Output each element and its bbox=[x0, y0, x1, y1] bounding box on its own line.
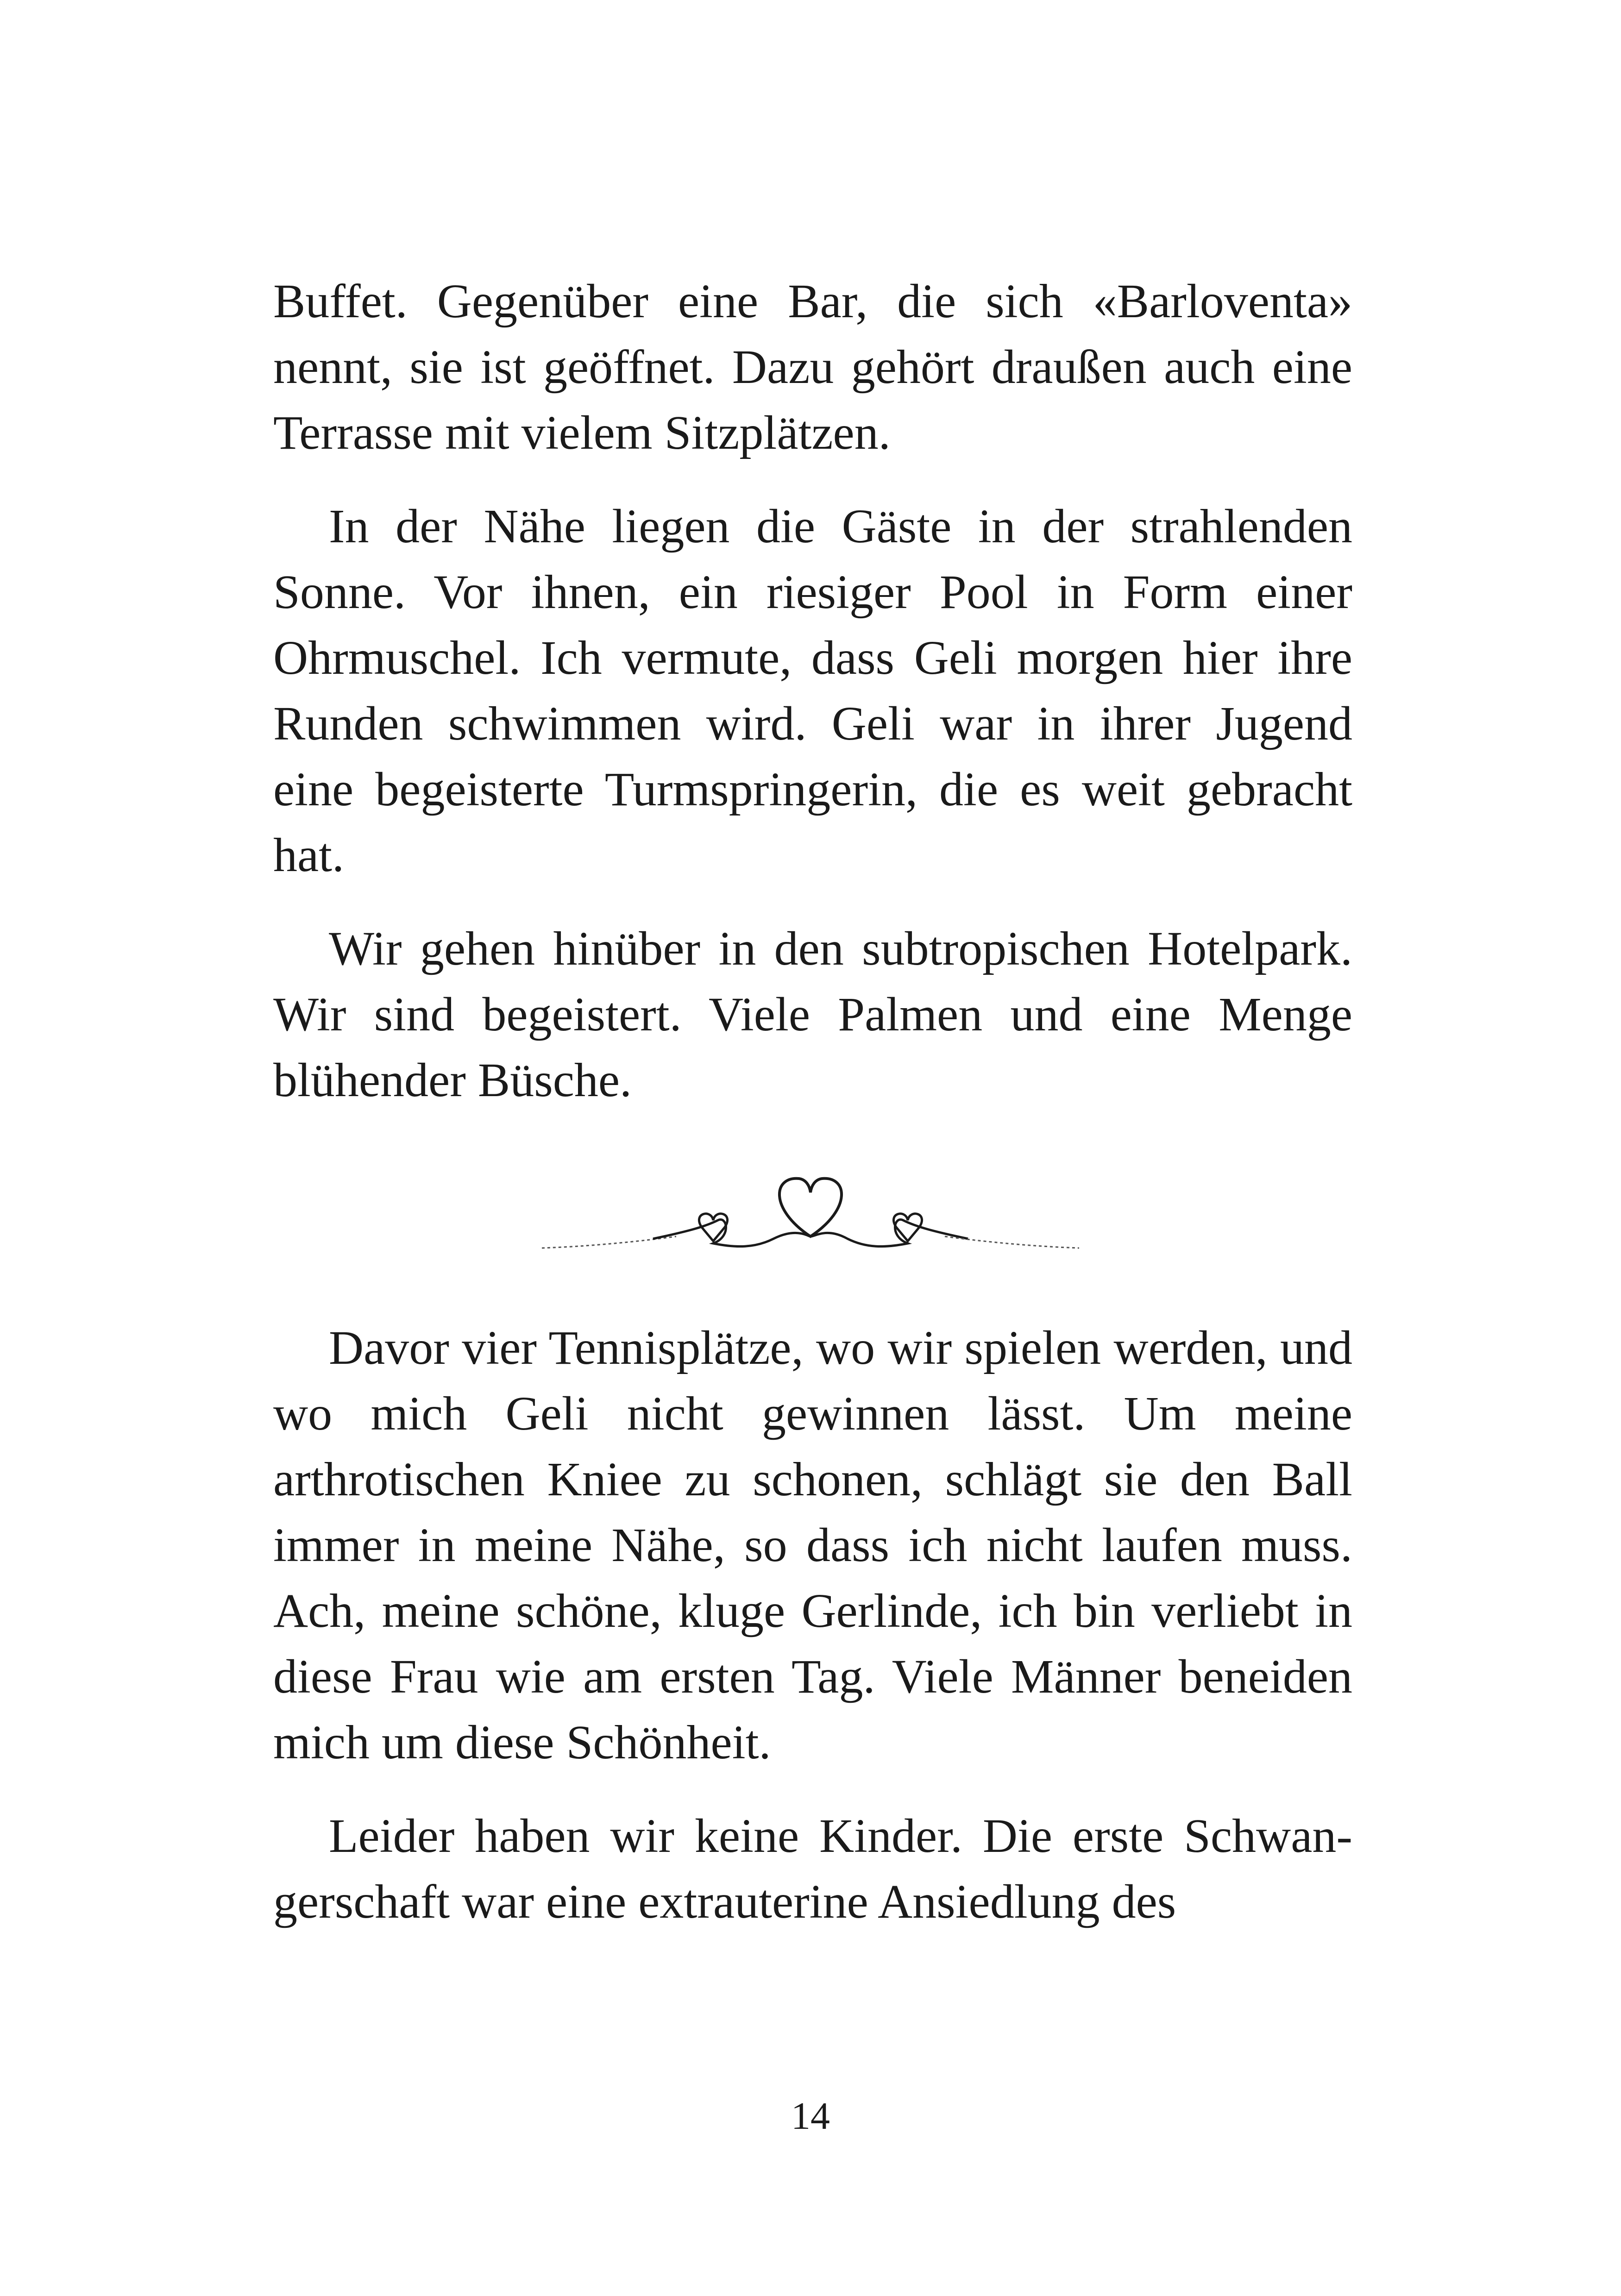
paragraph-buffet: Buffet. Gegenüber eine Bar, die sich «Barloventa» nennt, sie ist geöffnet. Dazu gehört draußen auch eine Terrasse mit vielem Sitzplätzen. bbox=[273, 275, 1352, 459]
page-number: 14 bbox=[791, 2095, 830, 2138]
paragraph-tennis: Davor vier Tennisplätze, wo wir spielen werden, und wo mich Geli nicht gewinnen lässt. Um meine arthrotischen Kniee zu schonen, schlägt sie den Ball immer in meine Nähe, so dass ich nicht laufen muss. Ach, meine schöne, kluge Gerlinde, ich bin verliebt in diese Frau wie am ersten Tag. Viele Männer beneiden mich um diese Schönheit. bbox=[273, 1321, 1352, 1769]
three-hearts-divider-icon bbox=[537, 1167, 1084, 1273]
text-block-top bbox=[273, 269, 1352, 1113]
paragraph-kinder: Leider haben wir keine Kinder. Die erste Schwangerschaft war eine extrauterine Ansiedlung des bbox=[273, 1809, 1352, 1928]
paragraph-hotelpark: Wir gehen hinüber in den subtropischen Hotelpark. Wir sind begeistert. Viele Palmen und eine Menge blühender Büsche. bbox=[273, 922, 1352, 1107]
text-block-bottom bbox=[273, 1315, 1352, 1935]
paragraph-pool: In der Nähe liegen die Gäste in der strahlenden Sonne. Vor ihnen, ein riesiger Pool in Form einer Ohrmuschel. Ich vermute, dass Geli morgen hier ihre Runden schwimmen wird. Geli war in ihrer Jugend eine begeisterte Turmspringerin, die es weit gebracht hat. bbox=[273, 500, 1352, 882]
